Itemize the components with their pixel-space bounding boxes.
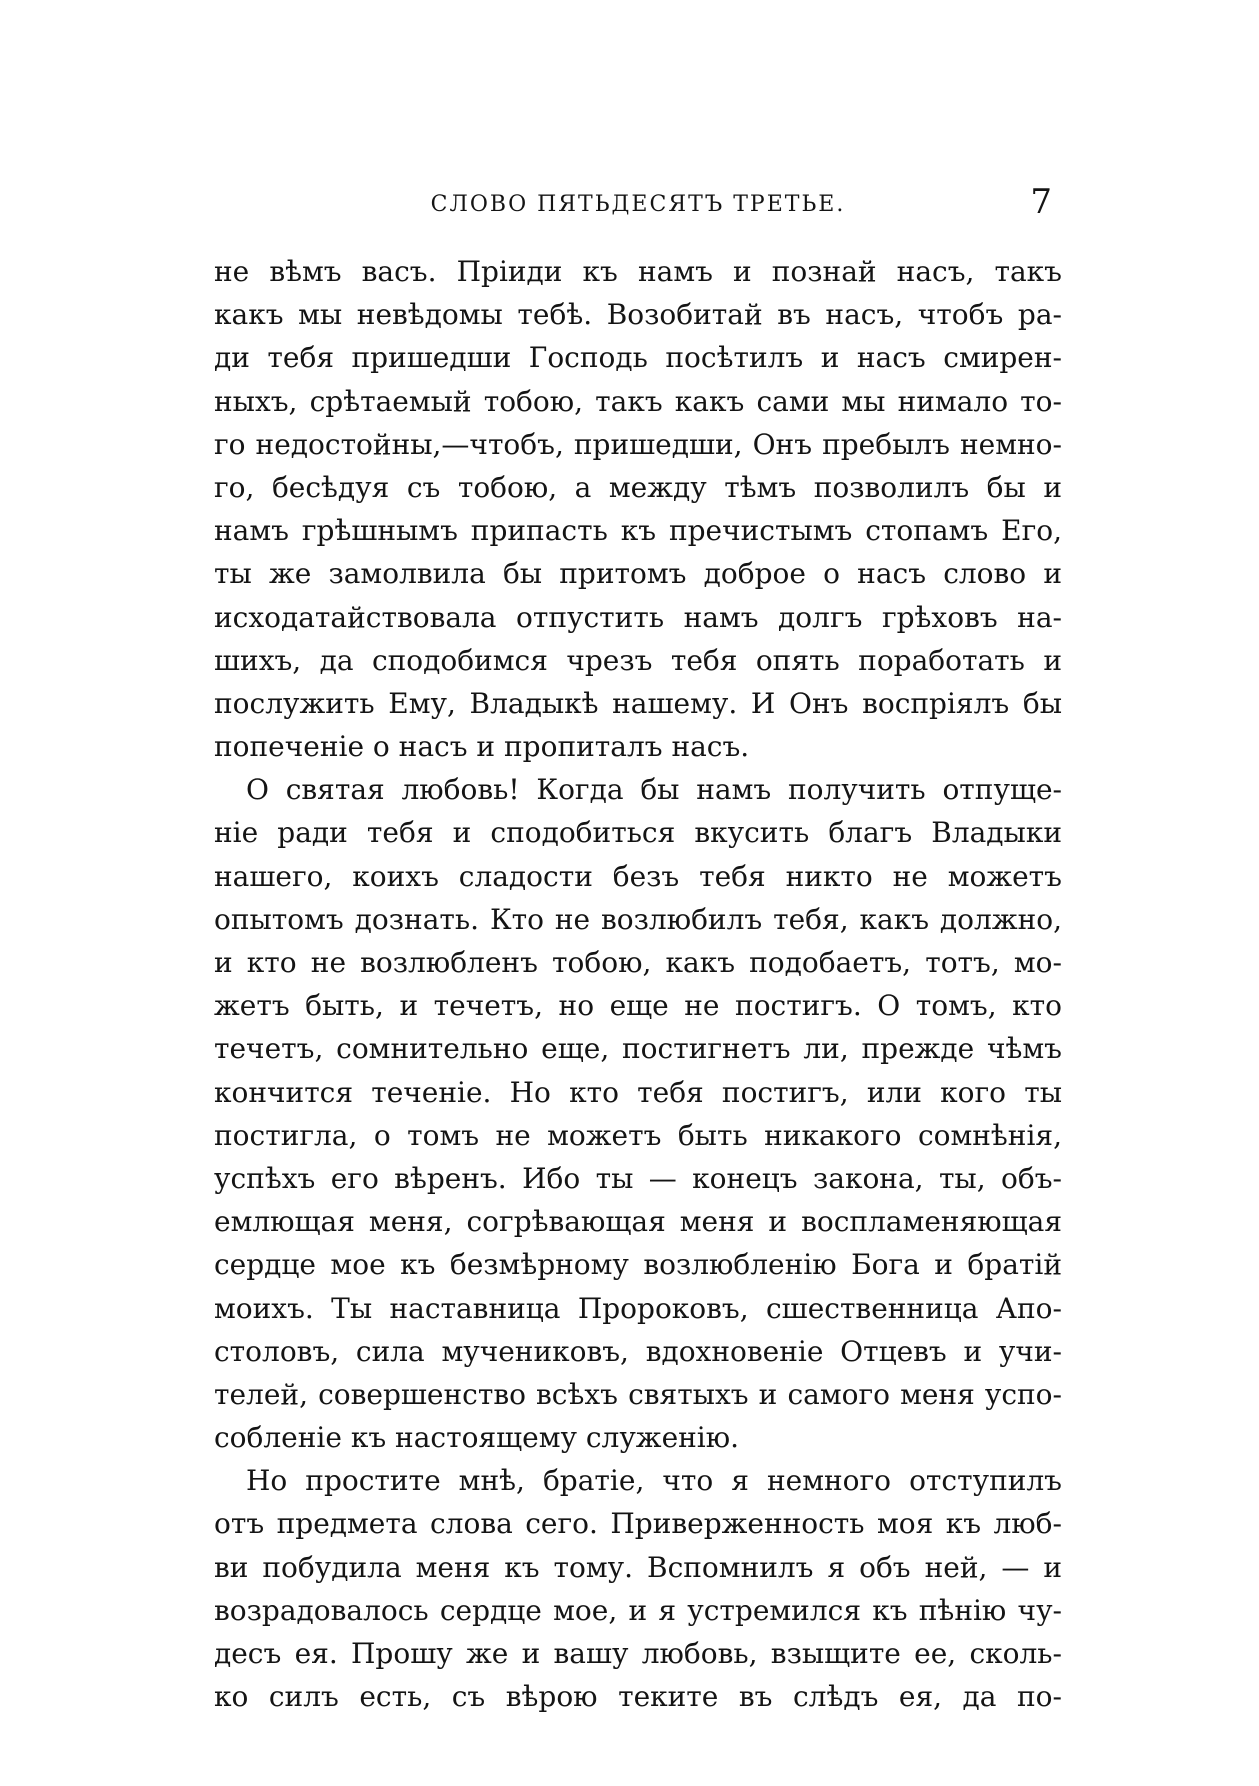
paragraph-start-line: Но простите мнѣ, братіе, что я немного отступилъ [246, 1464, 1062, 1498]
text-line: ніе ради тебя и сподобиться вкусить благъ Владыки [214, 816, 1062, 850]
text-line: не вѣмъ васъ. Пріиди къ намъ и познай насъ, такъ [214, 255, 1062, 288]
text-line: го, бесѣдуя съ тобою, а между тѣмъ позволилъ бы и [214, 470, 1062, 504]
text-line: исходатайствовала отпустить намъ долгъ грѣховъ на- [214, 600, 1062, 634]
text-line: возрадовалось сердце мое, и я устремился къ пѣнію чу- [214, 1593, 1062, 1627]
paragraph-start-line: О святая любовь! Когда бы намъ получить отпуще- [246, 773, 1062, 807]
paragraph-end-line: попеченіе о насъ и пропиталъ насъ. [214, 730, 750, 764]
text-line: десъ ея. Прошу же и вашу любовь, взыщите ее, сколь- [214, 1637, 1062, 1670]
text-line: сердце мое къ безмѣрному возлюбленію Бога и братій [214, 1248, 1062, 1282]
text-line: и кто не возлюбленъ тобою, какъ подобаетъ, тотъ, мо- [214, 946, 1062, 979]
text-line: го недостойны,—чтобъ, пришедши, Онъ пребылъ немно- [214, 427, 1062, 461]
paragraph-end-line: собленіе къ настоящему служенію. [214, 1421, 740, 1455]
text-line: жетъ быть, и течетъ, но еще не постигъ. О томъ, кто [214, 989, 1062, 1023]
text-line: намъ грѣшнымъ припасть къ пречистымъ стопамъ Его, [214, 514, 1062, 548]
text-line: успѣхъ его вѣренъ. Ибо ты — конецъ закона, ты, объ- [214, 1161, 1062, 1195]
text-line: ди тебя пришедши Господь посѣтилъ и насъ смирен- [214, 341, 1062, 375]
text-line: моихъ. Ты наставница Пророковъ, сшественница Апо- [214, 1291, 1062, 1325]
text-line: телей, совершенство всѣхъ святыхъ и самого меня успо- [214, 1377, 1062, 1411]
text-line: кончится теченіе. Но кто тебя постигъ, или кого ты [214, 1075, 1062, 1109]
text-line: ко силъ есть, съ вѣрою теките въ слѣдъ ея, да по- [214, 1680, 1062, 1714]
body-text [214, 250, 1062, 1718]
text-line: ныхъ, срѣтаемый тобою, такъ какъ сами мы нимало то- [214, 384, 1062, 418]
text-line: столовъ, сила мучениковъ, вдохновеніе Отцевъ и учи- [214, 1334, 1062, 1368]
text-line: какъ мы невѣдомы тебѣ. Возобитай въ насъ, чтобъ ра- [214, 298, 1062, 332]
text-line: опытомъ дознать. Кто не возлюбилъ тебя, какъ должно, [214, 902, 1062, 936]
text-line: ты же замолвила бы притомъ доброе о насъ слово и [214, 557, 1062, 591]
text-line: ви побудила меня къ тому. Вспомнилъ я объ ней, — и [214, 1550, 1062, 1584]
running-title: СЛОВО ПЯТЬДЕСЯТЪ ТРЕТЬЕ. [430, 192, 846, 217]
text-line: отъ предмета слова сего. Приверженность моя къ люб- [214, 1507, 1062, 1541]
text-line: шихъ, да сподобимся чрезъ тебя опять поработать и [214, 643, 1062, 677]
page-number: 7 [1030, 182, 1052, 222]
text-line: послужить Ему, Владыкѣ нашему. И Онъ воспріялъ бы [214, 686, 1062, 720]
text-line: постигла, о томъ не можетъ быть никакого сомнѣнія, [214, 1118, 1062, 1152]
text-line: течетъ, сомнительно еще, постигнетъ ли, прежде чѣмъ [214, 1032, 1062, 1066]
text-line: нашего, коихъ сладости безъ тебя никто не можетъ [214, 859, 1062, 893]
text-line: емлющая меня, согрѣвающая меня и воспламеняющая [214, 1205, 1062, 1239]
page-header [214, 182, 1062, 230]
